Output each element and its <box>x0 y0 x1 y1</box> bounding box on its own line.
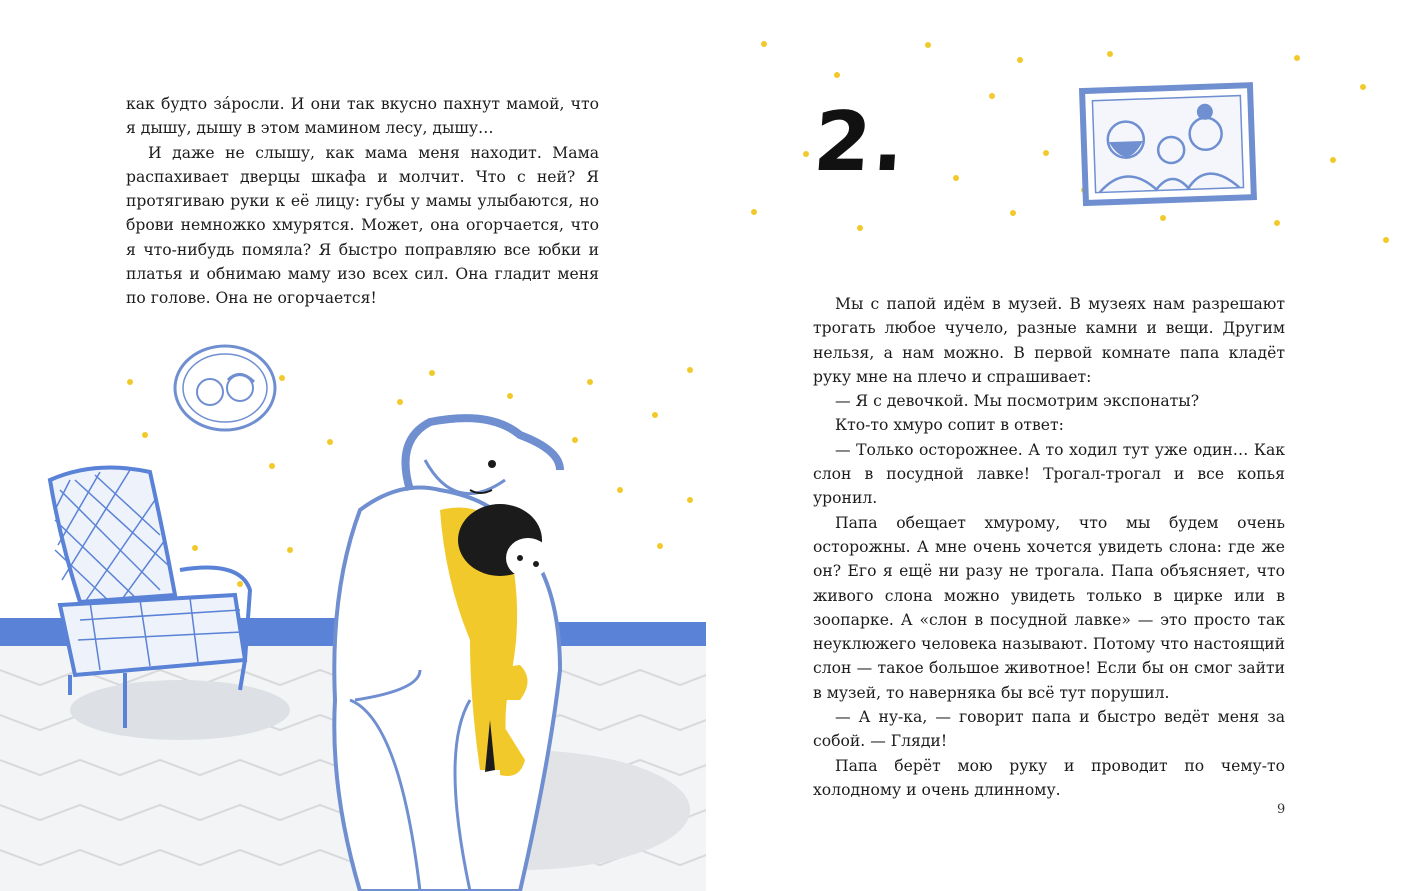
left-page-text <box>126 92 599 311</box>
chapter-number: 2. <box>810 95 910 190</box>
paragraph: И даже не слышу, как мама меня находит. Мама распахивает дверцы шкафа и молчит. Что с ней? Я протягиваю руки к её лицу: губы у мамы улыбаются, но брови немножко хмурятся. Может, она огорчается, что я что-нибудь помяла? Я быстро поправляю все юбки и платья и обнимаю маму изо всех сил. Она гладит меня по голове. Она не огорчается! <box>126 143 599 308</box>
paragraph: — Только осторожнее. А то ходил тут уже один… Как слон в посудной лавке! Трогал-трогал и все копья уронил. <box>813 440 1285 508</box>
paragraph: — А ну-ка, — говорит папа и быстро ведёт меня за собой. — Гляди! <box>813 708 1285 751</box>
chapter-header-illustration <box>706 20 1411 260</box>
paragraph: Папа берёт мою руку и проводит по чему-то холодному и очень длинному. <box>813 756 1285 799</box>
paragraph: — Я с девочкой. Мы посмотрим экспонаты? <box>835 392 1200 411</box>
mother-hugging-girl-illustration <box>0 340 706 891</box>
paragraph: Кто-то хмуро сопит в ответ: <box>835 416 1064 435</box>
mother-figure <box>334 418 560 891</box>
paragraph: как будто за́росли. И они так вкусно пахнут мамой, что я дышу, дышу в этом мамином лесу, дышу… <box>126 95 599 138</box>
right-page-text <box>813 292 1285 802</box>
paragraph: Папа обещает хмурому, что мы будем очень осторожны. А мне очень хочется увидеть слона: где же он? Его я ещё ни разу не трогала. Папа объясняет, что живого слона можно увидеть только в цирке или в зоопарке. А «слон в посудной лавке» — это просто так неуклюжего человека называют. Потому что настоящий слон — такое большое животное! Если бы он смог зайти в музей, то наверняка бы всё тут порушил. <box>813 513 1285 702</box>
paragraph: Мы с папой идём в музей. В музеях нам разрешают трогать любое чучело, разные камни и вещи. Другим нельзя, а нам можно. В первой комнате папа кладёт руку мне на плечо и спрашивает: <box>813 295 1285 386</box>
wall-portrait <box>175 346 275 430</box>
family-portrait <box>1082 85 1254 203</box>
page-number: 9 <box>1277 802 1286 817</box>
right-page <box>706 0 1411 891</box>
chair-shadow <box>70 680 290 740</box>
